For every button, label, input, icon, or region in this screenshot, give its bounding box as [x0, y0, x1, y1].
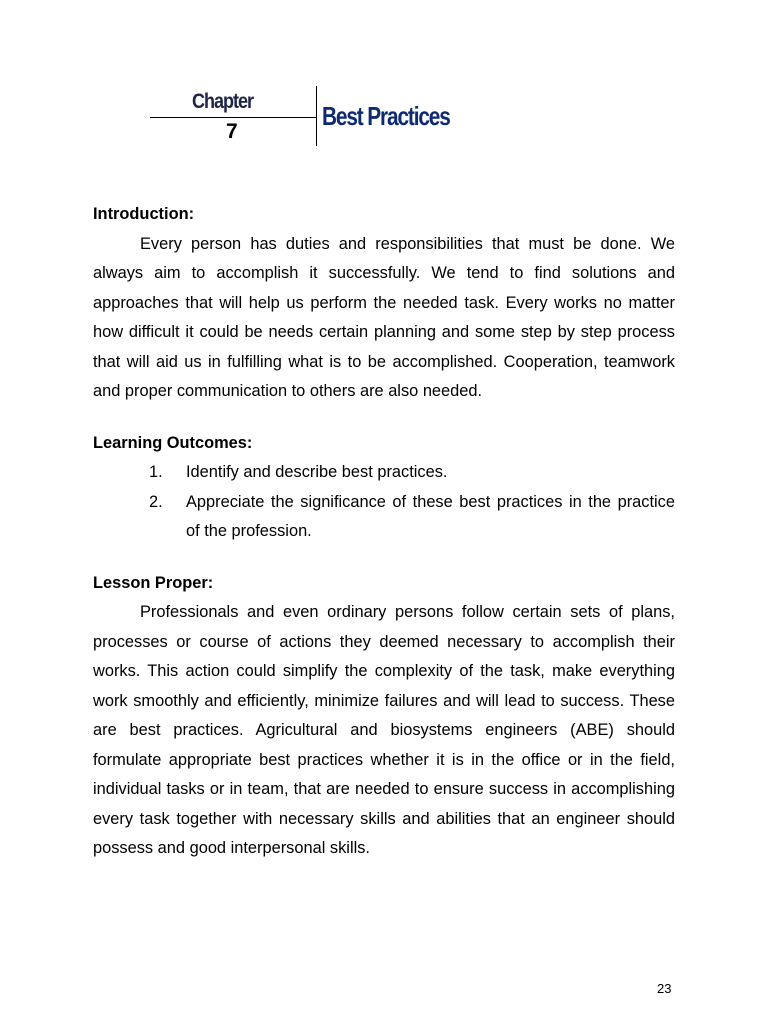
list-item-text: Identify and describe best practices. [186, 463, 448, 481]
section-spacer [93, 547, 675, 569]
lesson-proper-paragraph: Professionals and even ordinary persons follow certain sets of plans, processes or course of actions they deemed necessary to accomplish their works. This action could simplify the complexity of the task, make everything work smoothly and efficiently, minimize failures and will lead to success. These are best practices. Agricultural and biosystems engineers (ABE) should formulate appropriate best practices whether it is in the office or in the field, individual tasks or in team, that are needed to ensure success in accomplishing every task together with necessary skills and abilities that an engineer should possess and good interpersonal skills. [93, 603, 675, 857]
chapter-divider-horizontal [150, 117, 317, 118]
page-body [93, 200, 675, 864]
lesson-proper-heading: Lesson Proper: [93, 573, 214, 592]
list-item-number: 2. [149, 492, 163, 511]
chapter-label: Chapter [192, 90, 254, 113]
page-number: 23 [657, 981, 672, 996]
list-item-number: 1. [149, 463, 163, 481]
learning-outcomes-heading: Learning Outcomes: [93, 433, 253, 452]
section-spacer [93, 407, 675, 429]
introduction-paragraph: Every person has duties and responsibilities that must be done. We always aim to accomplish it successfully. We tend to find solutions and approaches that will help us perform the needed task. Every works no matter how difficult it could be needs certain planning and some step by step process that will aid us in fulfilling what is to be accomplished. Cooperation, teamwork and proper communication to others are also needed. [93, 234, 675, 400]
list-item [93, 458, 675, 488]
learning-outcomes-list [93, 458, 675, 547]
chapter-header [150, 86, 490, 146]
list-item [93, 488, 675, 547]
chapter-title: Best Practices [322, 101, 450, 131]
chapter-number: 7 [226, 120, 238, 143]
list-item-text: Appreciate the significance of these best practices in the practice of the profession. [186, 492, 675, 540]
introduction-heading: Introduction: [93, 205, 195, 223]
chapter-divider-vertical [316, 86, 317, 146]
